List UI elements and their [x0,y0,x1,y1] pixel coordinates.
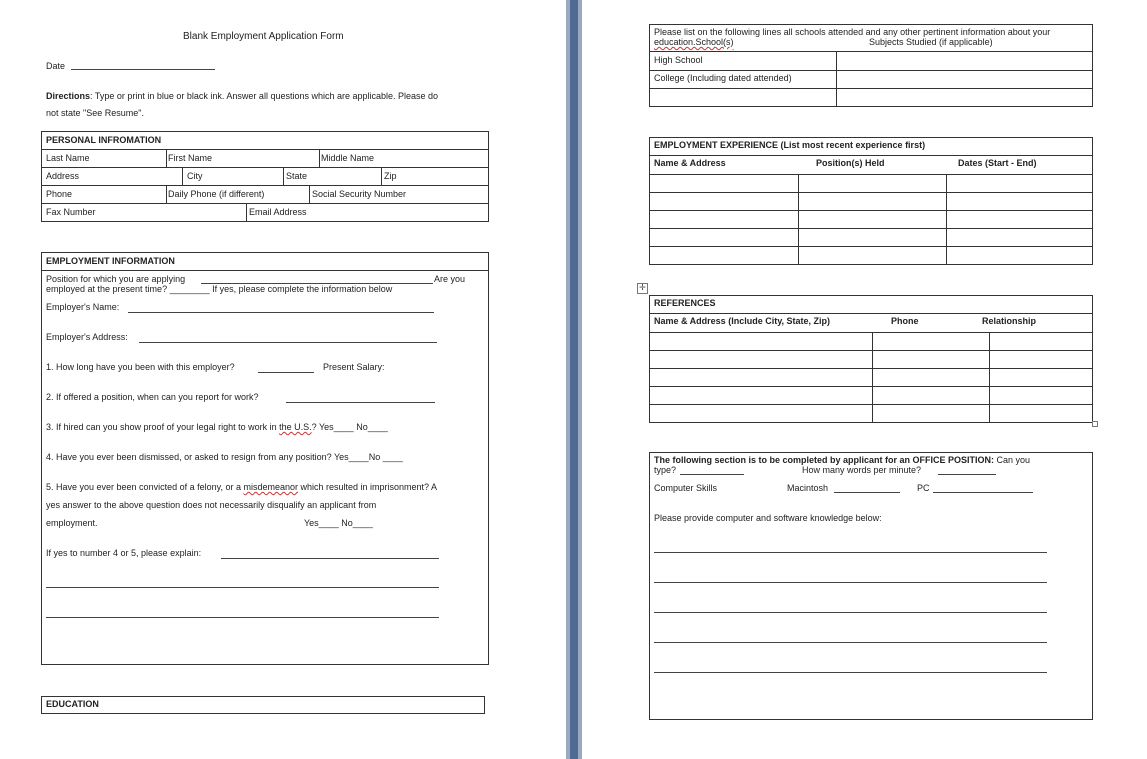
experience-heading: EMPLOYMENT EXPERIENCE (List most recent experience first) [654,140,926,150]
middle-name-field[interactable]: Middle Name [321,153,375,163]
references-heading: REFERENCES [654,298,716,308]
schools-col-2: Subjects Studied (if applicable) [869,37,993,47]
question-3: 3. If hired can you show proof of your legal right to work in the U.S.? Yes____ No____ [46,422,388,432]
ssn-field[interactable]: Social Security Number [312,189,407,199]
schools-intro: Please list on the following lines all schools attended and any other pertinent information about your [654,27,1051,37]
employer-address-label: Employer's Address: [46,332,128,342]
schools-col-1: education.School(s) [654,37,734,47]
employed-question: employed at the present time? ________ If yes, please complete the information below [46,284,393,294]
experience-col-name: Name & Address [654,158,726,168]
experience-col-position: Position(s) Held [816,158,885,168]
high-school-row[interactable]: High School [654,55,703,65]
knowledge-line-1[interactable] [654,552,1047,553]
references-col-phone: Phone [891,316,919,326]
macintosh-label: Macintosh [787,483,829,493]
college-row[interactable]: College (Including dated attended) [654,73,792,83]
question-4: 4. Have you ever been dismissed, or asked to resign from any position? Yes____No ____ [46,452,403,462]
question-2-line[interactable] [286,402,435,403]
city-field[interactable]: City [187,171,203,181]
explain-line-2[interactable] [46,587,439,588]
date-line[interactable] [71,69,215,70]
daily-phone-field[interactable]: Daily Phone (if different) [168,189,265,199]
type-line[interactable] [680,474,744,475]
education-heading: EDUCATION [46,699,99,709]
education-box [41,696,485,714]
question-5-line-2: yes answer to the above question does not necessarily disqualify an applicant from [46,500,377,510]
references-col-name: Name & Address (Include City, State, Zip) [654,316,831,326]
office-heading: The following section is to be completed by applicant for an OFFICE POSITION: Can you [654,455,1031,465]
email-field[interactable]: Email Address [249,207,307,217]
directions-text-2: not state "See Resume". [46,108,144,118]
wpm-line[interactable] [938,474,996,475]
explain-line-1[interactable] [221,558,439,559]
explain-line-3[interactable] [46,617,439,618]
wpm-label: How many words per minute? [802,465,922,475]
address-field[interactable]: Address [46,171,80,181]
question-1-line[interactable] [258,372,314,373]
knowledge-line-2[interactable] [654,582,1047,583]
pc-label: PC [917,483,930,493]
question-5: 5. Have you ever been convicted of a felony, or a misdemeanor which resulted in imprisonment? A [46,482,438,492]
state-field[interactable]: State [286,171,308,181]
knowledge-label: Please provide computer and software knowledge below: [654,513,882,523]
employer-address-line[interactable] [139,342,437,343]
macintosh-line[interactable] [834,492,900,493]
question-5-line-3: employment. [46,518,98,528]
experience-table [649,137,1093,265]
right-page [582,0,1147,759]
knowledge-line-5[interactable] [654,672,1047,673]
first-name-field[interactable]: First Name [168,153,213,163]
experience-col-dates: Dates (Start - End) [958,158,1037,168]
question-1: 1. How long have you been with this employer? [46,362,235,372]
question-5-yes-no[interactable]: Yes____ No____ [304,518,373,528]
knowledge-line-4[interactable] [654,642,1047,643]
last-name-field[interactable]: Last Name [46,153,90,163]
directions-text: Directions: Type or print in blue or black ink. Answer all questions which are applicable. Please do [46,91,439,101]
present-salary-label: Present Salary: [323,362,385,372]
left-page [0,0,566,759]
move-handle-icon[interactable]: ✛ [637,283,648,294]
phone-field[interactable]: Phone [46,189,73,199]
question-2: 2. If offered a position, when can you report for work? [46,392,259,402]
references-col-relationship: Relationship [982,316,1037,326]
form-title: Blank Employment Application Form [183,31,344,42]
are-you-text: Are you [434,274,466,284]
employer-name-line[interactable] [128,312,434,313]
type-label: type? [654,465,677,475]
personal-info-heading: PERSONAL INFROMATION [46,135,162,145]
position-label: Position for which you are applying [46,274,186,284]
references-table [649,295,1093,423]
knowledge-line-3[interactable] [654,612,1047,613]
fax-field[interactable]: Fax Number [46,207,96,217]
if-yes-explain-label: If yes to number 4 or 5, please explain: [46,548,202,558]
resize-handle[interactable] [1092,421,1098,427]
date-label: Date [46,61,66,71]
zip-field[interactable]: Zip [384,171,397,181]
computer-skills-label: Computer Skills [654,483,718,493]
employment-info-heading: EMPLOYMENT INFORMATION [46,256,175,266]
page-divider [566,0,582,759]
employer-name-label: Employer's Name: [46,302,120,312]
pc-line[interactable] [933,492,1033,493]
